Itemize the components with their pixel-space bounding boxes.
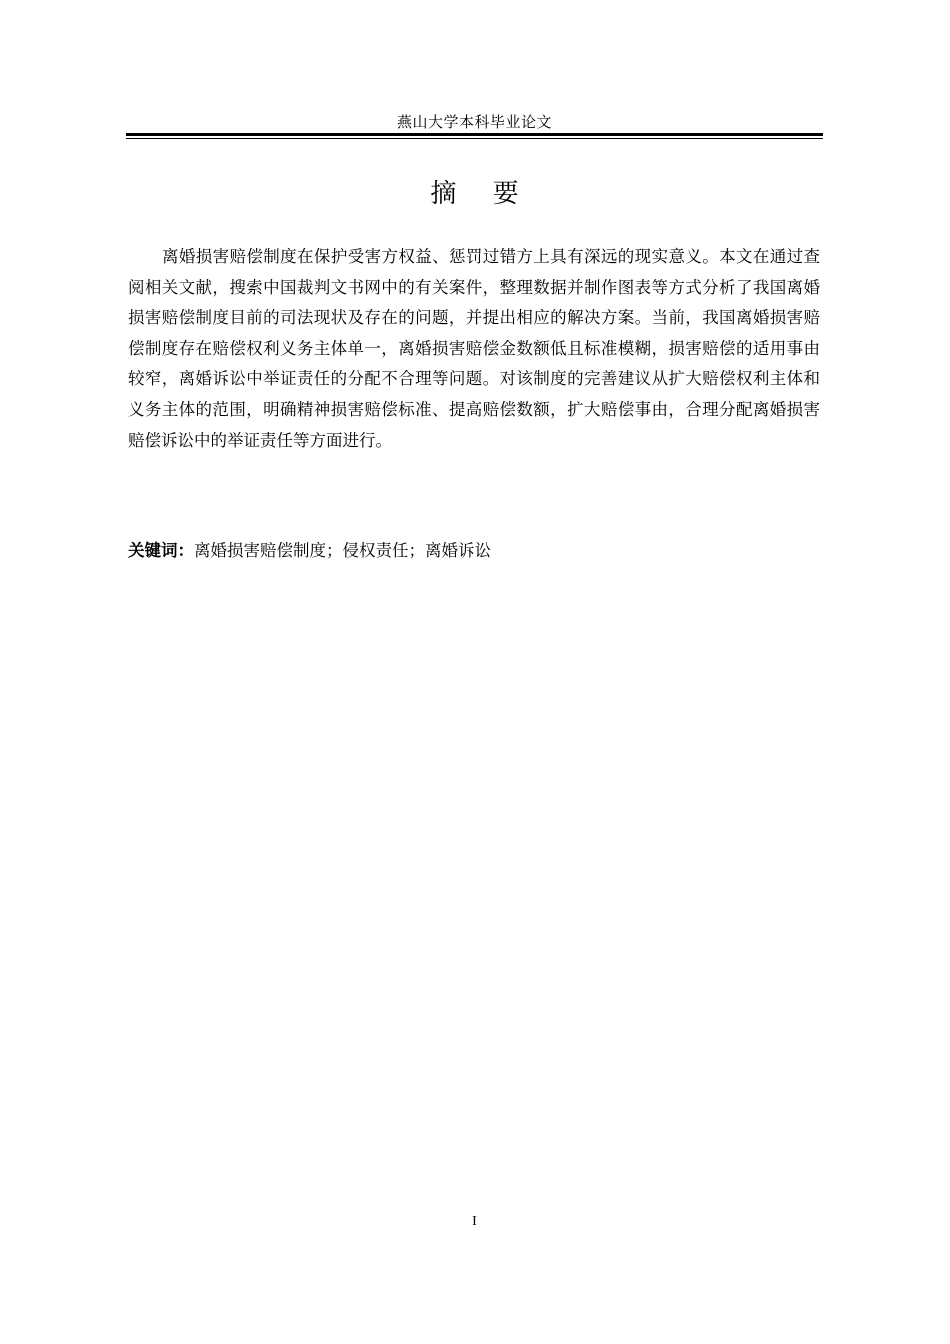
keywords-line (128, 536, 820, 566)
abstract-title: 摘 要 (430, 179, 533, 209)
keywords-label: 关键词： (128, 541, 194, 560)
header-rule-thin (126, 138, 823, 139)
keywords-value: 离婚损害赔偿制度；侵权责任；离婚诉讼 (194, 541, 491, 560)
header-rule-thick (126, 133, 823, 136)
page-number: I (472, 1214, 477, 1229)
abstract-body: 离婚损害赔偿制度在保护受害方权益、惩罚过错方上具有深远的现实意义。本文在通过查阅相关文献，搜索中国裁判文书网中的有关案件，整理数据并制作图表等方式分析了我国离婚损害赔偿制度目前的司法现状及存在的问题，并提出相应的解决方案。当前，我国离婚损害赔偿制度存在赔偿权利义务主体单一，离婚损害赔偿金数额低且标准模糊，损害赔偿的适用事由较窄，离婚诉讼中举证责任的分配不合理等问题。对该制度的完善建议从扩大赔偿权利主体和义务主体的范围，明确精神损害赔偿标准、提高赔偿数额，扩大赔偿事由，合理分配离婚损害赔偿诉讼中的举证责任等方面进行。 (128, 247, 820, 450)
running-header: 燕山大学本科毕业论文 (396, 113, 552, 131)
